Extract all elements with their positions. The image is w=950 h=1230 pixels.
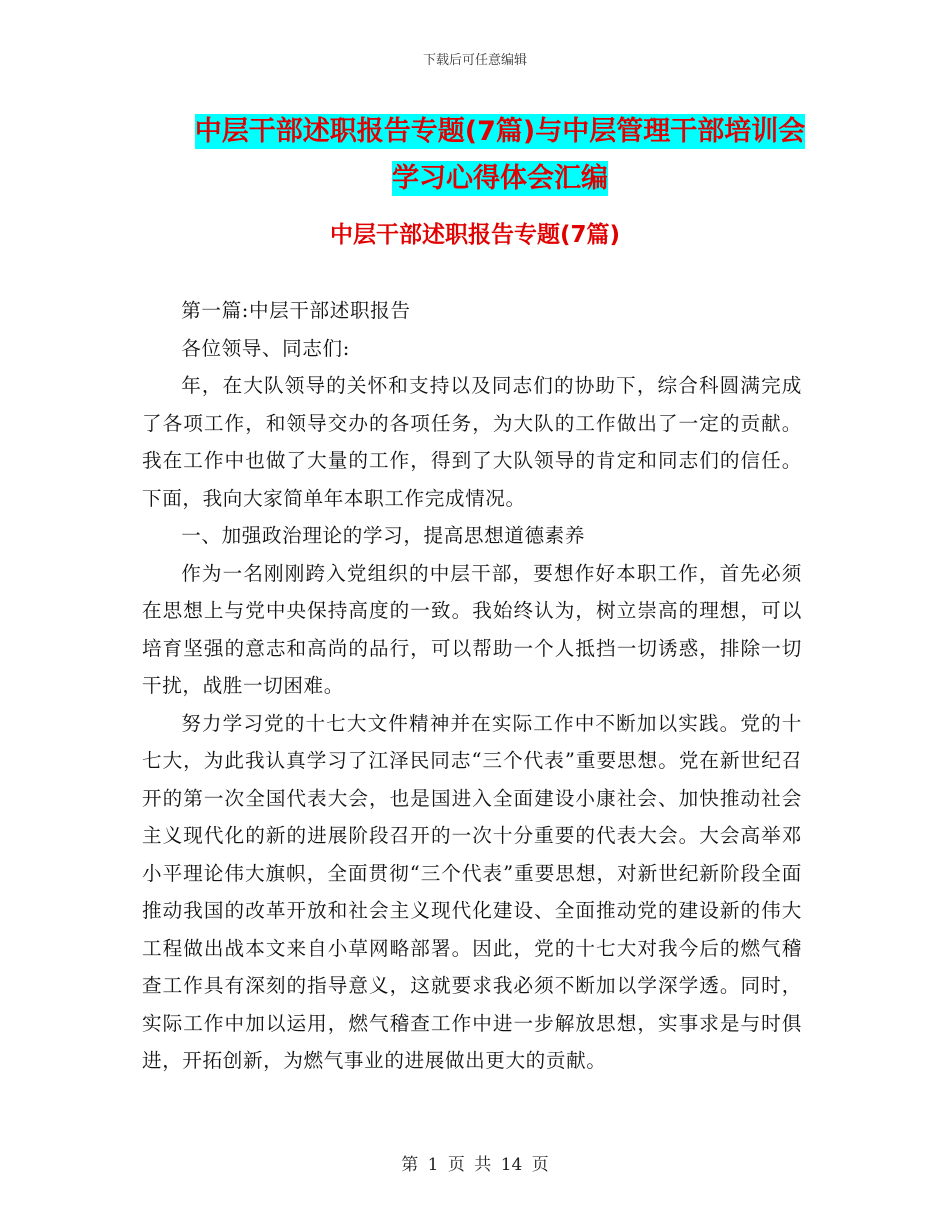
document-body xyxy=(142,292,802,1080)
paragraph-chapter-heading: 第一篇:中层干部述职报告 xyxy=(181,299,411,322)
document-title-line-2: 学习心得体会汇编 xyxy=(392,163,608,194)
paragraph-salutation: 各位领导、同志们: xyxy=(181,336,350,360)
paragraph-subheading: 一、加强政治理论的学习，提高思想道德素养 xyxy=(181,524,586,547)
document-title xyxy=(170,108,830,202)
section-title: 中层干部述职报告专题(7篇) xyxy=(329,222,621,248)
document-title-line-1: 中层干部述职报告专题(7篇)与中层管理干部培训会 xyxy=(194,116,806,147)
paragraph-intro: 年，在大队领导的关怀和支持以及同志们的协助下，综合科圆满完成了各项工作，和领导交办的各项任务，为大队的工作做出了一定的贡献。我在工作中也做了大量的工作，得到了大队领导的肯定和同志们的信任。下面，我向大家简单年本职工作完成情况。 xyxy=(142,374,802,510)
paragraph-body: 作为一名刚刚跨入党组织的中层干部，要想作好本职工作，首先必须在思想上与党中央保持高度的一致。我始终认为，树立崇高的理想，可以培育坚强的意志和高尚的品行，可以帮助一个人抵挡一切诱惑，排除一切干扰，战胜一切困难。 xyxy=(142,561,802,697)
header-note: 下载后可任意编辑 xyxy=(422,53,527,68)
paragraph-body: 努力学习党的十七大文件精神并在实际工作中不断加以实践。党的十七大，为此我认真学习了江泽民同志“三个代表”重要思想。党在新世纪召开的第一次全国代表大会，也是国进入全面建设小康社会、加快推动社会主义现代化的新的进展阶段召开的一次十分重要的代表大会。大会高举邓小平理论伟大旗帜，全面贯彻“三个代表”重要思想，对新世纪新阶段全面推动我国的改革开放和社会主义现代化建设、全面推动党的建设新的伟大工程做出战本文来自小草网略部署。因此，党的十七大对我今后的燃气稽查工作具有深刻的指导意义，这就要求我必须不断加以学深学透。同时，实际工作中加以运用，燃气稽查工作中进一步解放思想，实事求是与时俱进，开拓创新，为燃气事业的进展做出更大的贡献。 xyxy=(142,711,802,1072)
page-number-footer: 第 1 页 共 14 页 xyxy=(401,1155,549,1175)
